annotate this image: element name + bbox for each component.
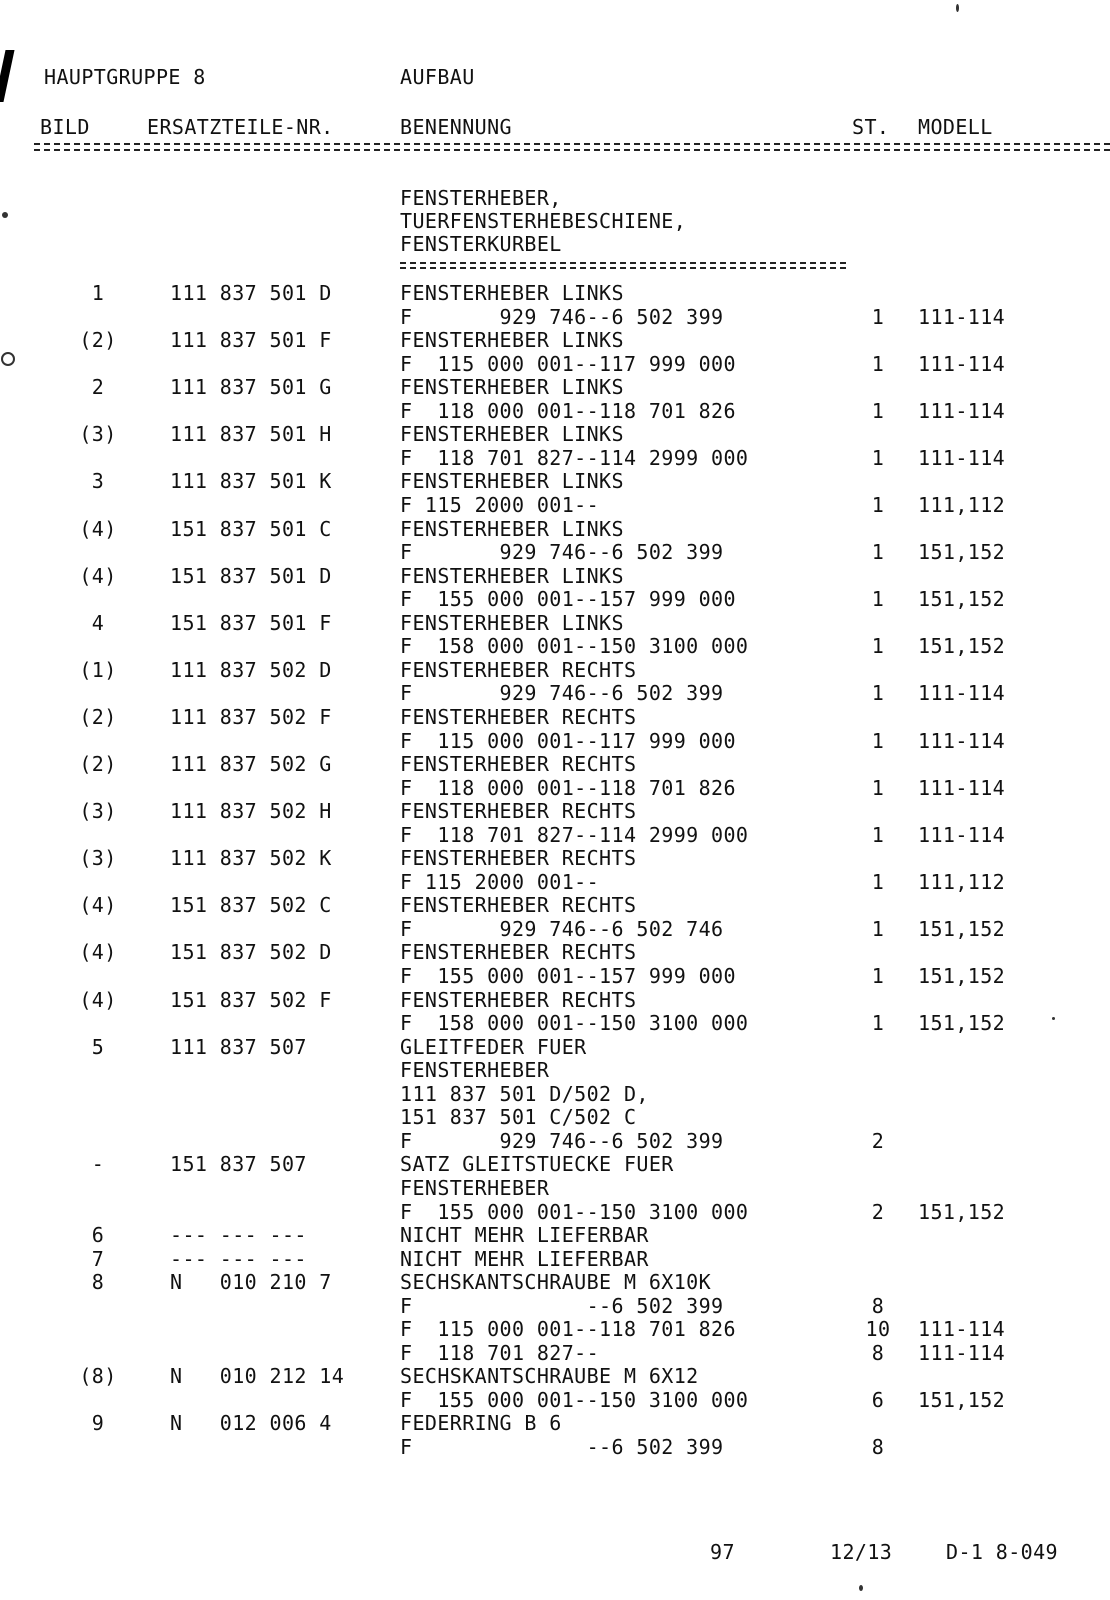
quantity-cell: 1 xyxy=(871,916,885,941)
model-cell: 151,152 xyxy=(918,1199,1006,1224)
part-number-cell: 111 837 501 H xyxy=(170,422,332,447)
footer-page-number: 97 xyxy=(710,1540,735,1564)
description-cell: F --6 502 399 xyxy=(400,1435,724,1459)
part-number-cell: 111 837 501 G xyxy=(170,375,332,400)
description-cell: F 155 000 001--157 999 000 xyxy=(400,964,736,988)
bild-cell: (4) xyxy=(79,563,117,588)
quantity-cell: 1 xyxy=(871,445,885,470)
table-row xyxy=(0,1412,1110,1435)
model-cell: 111,112 xyxy=(918,869,1006,894)
description-cell: F 158 000 001--150 3100 000 xyxy=(400,1011,749,1036)
table-row xyxy=(0,1365,1110,1388)
quantity-cell: 1 xyxy=(871,587,885,612)
model-cell: 111-114 xyxy=(918,681,1006,706)
bild-cell: (4) xyxy=(79,940,117,965)
quantity-cell: 1 xyxy=(871,304,885,329)
bild-cell: 2 xyxy=(91,375,105,400)
table-row xyxy=(0,306,1110,329)
table-row xyxy=(0,706,1110,729)
model-cell: 111-114 xyxy=(918,1317,1006,1342)
table-row xyxy=(0,376,1110,399)
col-header-bild: BILD xyxy=(40,115,90,139)
bild-cell: (4) xyxy=(79,893,117,918)
model-cell: 111-114 xyxy=(918,398,1006,423)
quantity-cell: 8 xyxy=(871,1340,885,1365)
model-cell: 111-114 xyxy=(918,728,1006,753)
table-row xyxy=(0,753,1110,776)
description-cell: NICHT MEHR LIEFERBAR xyxy=(400,1246,649,1271)
quantity-cell: 1 xyxy=(871,869,885,894)
description-cell: F 118 701 827--114 2999 000 xyxy=(400,445,749,470)
table-row xyxy=(0,1059,1110,1082)
description-cell: FENSTERHEBER LINKS xyxy=(400,516,624,541)
model-cell: 111,112 xyxy=(918,493,1006,517)
table-row xyxy=(0,1295,1110,1318)
description-cell: F 115 2000 001-- xyxy=(400,869,600,894)
part-number-cell: 151 837 502 D xyxy=(170,940,332,965)
table-row xyxy=(0,635,1110,658)
description-cell: F 118 000 001--118 701 826 xyxy=(400,398,736,423)
description-cell: NICHT MEHR LIEFERBAR xyxy=(400,1223,649,1247)
table-row xyxy=(0,847,1110,870)
description-cell: F 155 000 001--150 3100 000 xyxy=(400,1199,749,1224)
bild-cell: (3) xyxy=(79,799,117,824)
col-header-qty: ST. xyxy=(852,115,890,139)
table-row xyxy=(0,824,1110,847)
bild-cell: (3) xyxy=(79,422,117,447)
table-row xyxy=(0,965,1110,988)
table-row xyxy=(0,941,1110,964)
bild-cell: (2) xyxy=(79,752,117,776)
col-header-part-no: ERSATZTEILE-NR. xyxy=(147,115,334,139)
description-cell: F 118 701 827--114 2999 000 xyxy=(400,822,749,847)
model-cell: 151,152 xyxy=(918,587,1006,612)
bild-cell: 5 xyxy=(91,1034,105,1059)
table-row xyxy=(0,730,1110,753)
model-cell: 151,152 xyxy=(918,1387,1006,1412)
quantity-cell: 8 xyxy=(871,1435,885,1459)
quantity-cell: 2 xyxy=(871,1199,885,1224)
quantity-cell: 1 xyxy=(871,493,885,517)
table-row xyxy=(0,800,1110,823)
table-row xyxy=(0,1248,1110,1271)
bild-cell: 1 xyxy=(91,281,105,305)
group-title: HAUPTGRUPPE 8 xyxy=(44,65,206,89)
model-cell: 151,152 xyxy=(918,634,1006,659)
footer-date: 12/13 xyxy=(830,1540,893,1564)
table-row xyxy=(0,682,1110,705)
model-cell: 151,152 xyxy=(918,1011,1006,1036)
description-cell: SECHSKANTSCHRAUBE M 6X10K xyxy=(400,1270,712,1295)
table-row xyxy=(0,1083,1110,1106)
bild-cell: 4 xyxy=(91,610,105,635)
description-cell: FENSTERHEBER RECHTS xyxy=(400,893,637,918)
description-cell: F 929 746--6 502 746 xyxy=(400,916,724,941)
description-cell: F --6 502 399 xyxy=(400,1293,724,1318)
description-cell: FENSTERHEBER RECHTS xyxy=(400,657,637,682)
quantity-cell: 1 xyxy=(871,964,885,988)
table-row xyxy=(0,1271,1110,1294)
part-number-cell: 151 837 501 D xyxy=(170,563,332,588)
quantity-cell: 10 xyxy=(865,1317,891,1342)
description-cell: F 115 000 001--117 999 000 xyxy=(400,728,736,753)
table-row xyxy=(0,894,1110,917)
description-cell: F 118 000 001--118 701 826 xyxy=(400,775,736,800)
quantity-cell: 1 xyxy=(871,728,885,753)
table-row xyxy=(0,1342,1110,1365)
table-row xyxy=(0,1224,1110,1247)
table-row xyxy=(0,353,1110,376)
description-cell: SATZ GLEITSTUECKE FUER xyxy=(400,1152,674,1177)
bild-cell: (1) xyxy=(79,657,117,682)
bild-cell: 3 xyxy=(91,469,105,494)
description-cell: FENSTERHEBER LINKS xyxy=(400,281,624,305)
part-number-cell: --- --- --- xyxy=(170,1246,307,1271)
table-row xyxy=(0,282,1110,305)
col-header-name: BENENNUNG xyxy=(400,115,512,139)
table-row xyxy=(0,1106,1110,1129)
part-number-cell: 111 837 507 xyxy=(170,1034,307,1059)
table-row xyxy=(0,1436,1110,1459)
part-number-cell: 151 837 501 C xyxy=(170,516,332,541)
group-heading-line-2: TUERFENSTERHEBESCHIENE, xyxy=(400,209,687,233)
part-number-cell: 151 837 502 F xyxy=(170,987,332,1012)
corner-mark xyxy=(0,50,15,102)
description-cell: FENSTERHEBER RECHTS xyxy=(400,752,637,776)
part-number-cell: 111 837 502 H xyxy=(170,799,332,824)
table-row xyxy=(0,1389,1110,1412)
header-double-rule xyxy=(34,143,1110,151)
description-cell: F 155 000 001--157 999 000 xyxy=(400,587,736,612)
model-cell: 111-114 xyxy=(918,1340,1006,1365)
part-number-cell: 151 837 502 C xyxy=(170,893,332,918)
table-row xyxy=(0,329,1110,352)
scan-speck xyxy=(956,4,959,12)
quantity-cell: 6 xyxy=(871,1387,885,1412)
bild-cell: (2) xyxy=(79,328,117,353)
model-cell: 151,152 xyxy=(918,540,1006,564)
quantity-cell: 1 xyxy=(871,681,885,706)
description-cell: F 158 000 001--150 3100 000 xyxy=(400,634,749,659)
description-cell: F 929 746--6 502 399 xyxy=(400,540,724,564)
table-row xyxy=(0,1318,1110,1341)
table-row xyxy=(0,659,1110,682)
description-cell: 111 837 501 D/502 D, xyxy=(400,1081,649,1106)
table-row xyxy=(0,400,1110,423)
bild-cell: (2) xyxy=(79,704,117,729)
description-cell: F 115 000 001--118 701 826 xyxy=(400,1317,736,1342)
model-cell: 151,152 xyxy=(918,964,1006,988)
table-row xyxy=(0,1012,1110,1035)
quantity-cell: 1 xyxy=(871,775,885,800)
table-row xyxy=(0,1153,1110,1176)
bild-cell: (4) xyxy=(79,516,117,541)
model-cell: 111-114 xyxy=(918,775,1006,800)
description-cell: F 115 000 001--117 999 000 xyxy=(400,351,736,376)
description-cell: FENSTERHEBER LINKS xyxy=(400,375,624,400)
quantity-cell: 1 xyxy=(871,398,885,423)
quantity-cell: 8 xyxy=(871,1293,885,1318)
group-heading-line-1: FENSTERHEBER, xyxy=(400,186,562,210)
table-row xyxy=(0,1130,1110,1153)
quantity-cell: 1 xyxy=(871,351,885,376)
section-title: AUFBAU xyxy=(400,65,475,89)
part-number-cell: 111 837 502 F xyxy=(170,704,332,729)
model-cell: 151,152 xyxy=(918,916,1006,941)
description-cell: FENSTERHEBER xyxy=(400,1058,550,1083)
table-row xyxy=(0,871,1110,894)
quantity-cell: 2 xyxy=(871,1128,885,1153)
table-row xyxy=(0,1201,1110,1224)
description-cell: FENSTERHEBER LINKS xyxy=(400,610,624,635)
table-row xyxy=(0,777,1110,800)
table-row xyxy=(0,518,1110,541)
model-cell: 111-114 xyxy=(918,304,1006,329)
part-number-cell: 111 837 501 F xyxy=(170,328,332,353)
description-cell: FENSTERHEBER RECHTS xyxy=(400,940,637,965)
description-cell: FENSTERHEBER RECHTS xyxy=(400,704,637,729)
scan-speck xyxy=(1,352,15,366)
part-number-cell: --- --- --- xyxy=(170,1223,307,1247)
table-row xyxy=(0,565,1110,588)
quantity-cell: 1 xyxy=(871,822,885,847)
part-number-cell: N 010 210 7 xyxy=(170,1270,332,1295)
part-number-cell: 111 837 502 G xyxy=(170,752,332,776)
bild-cell: - xyxy=(91,1152,105,1177)
part-number-cell: 111 837 501 K xyxy=(170,469,332,494)
bild-cell: (8) xyxy=(79,1364,117,1389)
description-cell: FEDERRING B 6 xyxy=(400,1411,562,1436)
part-number-cell: N 012 006 4 xyxy=(170,1411,332,1436)
part-number-cell: 111 837 502 D xyxy=(170,657,332,682)
bild-cell: (4) xyxy=(79,987,117,1012)
table-row xyxy=(0,989,1110,1012)
table-row xyxy=(0,918,1110,941)
description-cell: GLEITFEDER FUER xyxy=(400,1034,587,1059)
model-cell: 111-114 xyxy=(918,351,1006,376)
table-row xyxy=(0,588,1110,611)
table-row xyxy=(0,447,1110,470)
description-cell: FENSTERHEBER RECHTS xyxy=(400,799,637,824)
col-header-model: MODELL xyxy=(918,115,993,139)
table-row xyxy=(0,1177,1110,1200)
description-cell: SECHSKANTSCHRAUBE M 6X12 xyxy=(400,1364,699,1389)
description-cell: F 115 2000 001-- xyxy=(400,493,600,517)
scan-speck xyxy=(2,212,8,218)
description-cell: FENSTERHEBER LINKS xyxy=(400,422,624,447)
table-row xyxy=(0,1036,1110,1059)
part-number-cell: N 010 212 14 xyxy=(170,1364,345,1389)
description-cell: F 929 746--6 502 399 xyxy=(400,1128,724,1153)
part-number-cell: 111 837 502 K xyxy=(170,846,332,871)
bild-cell: 7 xyxy=(91,1246,105,1271)
description-cell: FENSTERHEBER LINKS xyxy=(400,469,624,494)
table-row xyxy=(0,470,1110,493)
bild-cell: (3) xyxy=(79,846,117,871)
description-cell: F 155 000 001--150 3100 000 xyxy=(400,1387,749,1412)
table-row xyxy=(0,423,1110,446)
quantity-cell: 1 xyxy=(871,634,885,659)
scan-speck xyxy=(859,1585,863,1591)
part-number-cell: 111 837 501 D xyxy=(170,281,332,305)
scan-speck xyxy=(1052,1017,1055,1020)
part-number-cell: 151 837 501 F xyxy=(170,610,332,635)
description-cell: FENSTERHEBER xyxy=(400,1175,550,1200)
heading-underline xyxy=(400,262,846,269)
description-cell: FENSTERHEBER RECHTS xyxy=(400,846,637,871)
description-cell: 151 837 501 C/502 C xyxy=(400,1105,637,1130)
description-cell: F 929 746--6 502 399 xyxy=(400,304,724,329)
description-cell: FENSTERHEBER RECHTS xyxy=(400,987,637,1012)
table-row xyxy=(0,612,1110,635)
group-heading-line-3: FENSTERKURBEL xyxy=(400,232,562,256)
description-cell: FENSTERHEBER LINKS xyxy=(400,563,624,588)
model-cell: 111-114 xyxy=(918,445,1006,470)
bild-cell: 9 xyxy=(91,1411,105,1436)
description-cell: F 118 701 827-- xyxy=(400,1340,600,1365)
quantity-cell: 1 xyxy=(871,540,885,564)
part-number-cell: 151 837 507 xyxy=(170,1152,307,1177)
description-cell: FENSTERHEBER LINKS xyxy=(400,328,624,353)
table-row xyxy=(0,541,1110,564)
model-cell: 111-114 xyxy=(918,822,1006,847)
table-row xyxy=(0,494,1110,517)
footer-document-code: D-1 8-049 xyxy=(946,1540,1058,1564)
bild-cell: 6 xyxy=(91,1223,105,1247)
bild-cell: 8 xyxy=(91,1270,105,1295)
quantity-cell: 1 xyxy=(871,1011,885,1036)
description-cell: F 929 746--6 502 399 xyxy=(400,681,724,706)
